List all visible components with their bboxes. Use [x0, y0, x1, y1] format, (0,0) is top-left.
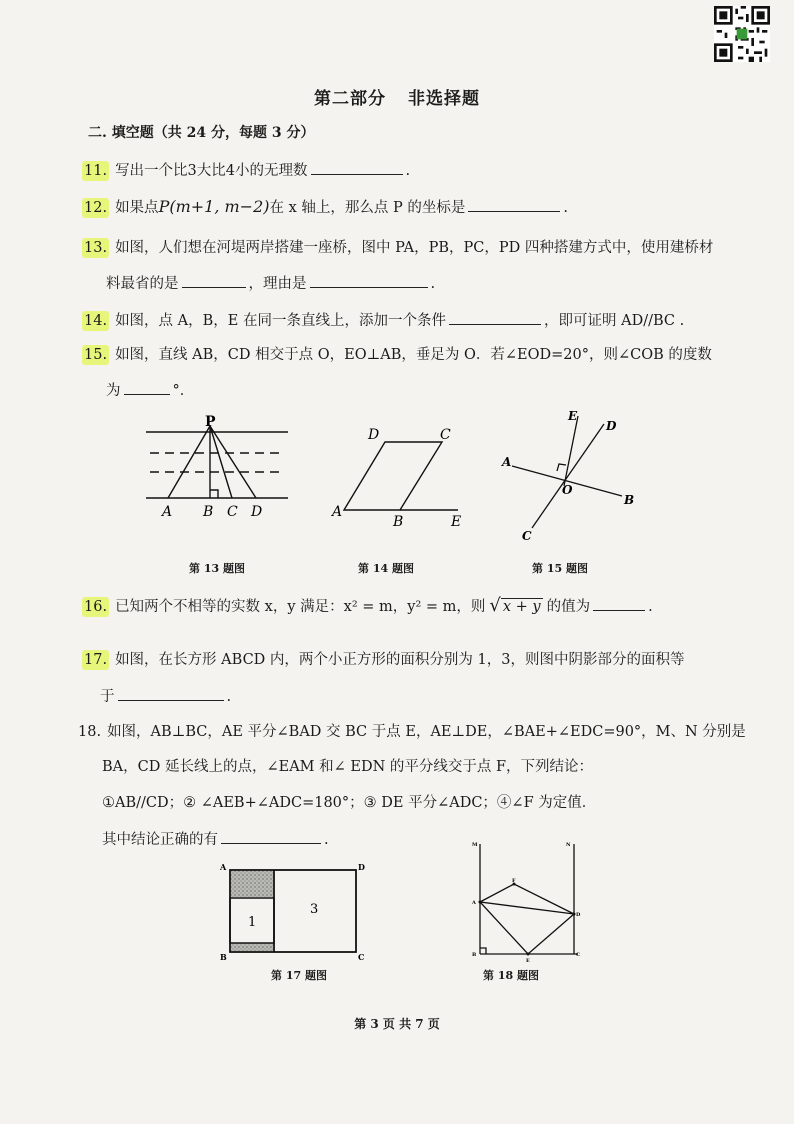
svg-text:N: N — [566, 842, 571, 848]
question-text: 如图，点 A，B，E 在同一条直线上，添加一个条件 — [115, 313, 446, 329]
figure-14-caption: 第 14 题图 — [358, 562, 414, 575]
label-A: A — [332, 504, 343, 520]
figure-17-caption: 第 17 题图 — [271, 969, 327, 982]
question-14 — [82, 310, 684, 331]
figure-18 — [462, 838, 587, 963]
question-tail: . — [563, 200, 568, 216]
question-text: 如图，AB⊥BC，AE 平分∠BAD 交 BC 于点 E，AE⊥DE，∠BAE+∠EDC=90°，M、N 分别是 — [107, 724, 746, 740]
figure-14 — [330, 420, 470, 530]
svg-text:M: M — [472, 842, 478, 848]
svg-text:D: D — [576, 912, 581, 918]
question-tail: . — [226, 689, 232, 705]
segment-PD — [210, 426, 256, 498]
label-E: E — [451, 514, 462, 530]
section-title — [0, 84, 794, 109]
question-18-line-2: BA，CD 延长线上的点，∠EAM 和∠ EDN 的平分线交于点 F，下列结论： — [102, 759, 594, 775]
svg-text:E: E — [526, 958, 530, 963]
shaded-region — [231, 871, 273, 897]
label-A: A — [502, 455, 512, 469]
page-footer: 第 3 页 共 7 页 — [354, 1017, 440, 1031]
question-text: 如果点 — [115, 200, 159, 216]
question-text: 的值为 — [546, 599, 591, 615]
label-C: C — [522, 529, 532, 543]
question-tail: . — [430, 276, 436, 292]
question-17-line-2 — [100, 686, 231, 707]
label-D: D — [368, 427, 380, 443]
question-text: 料最省的是 — [106, 276, 179, 292]
question-18 — [78, 722, 746, 742]
point-expression: P(m+1, m−2) — [158, 197, 270, 216]
question-13 — [82, 238, 713, 258]
answer-blank[interactable] — [221, 829, 321, 844]
label-A: A — [162, 504, 173, 520]
sqrt-radicand: x + y — [502, 599, 541, 615]
answer-blank[interactable] — [310, 273, 428, 288]
label-C: C — [358, 952, 365, 962]
question-text: 已知两个不相等的实数 x，y 满足：x² = m，y² = m，则 — [115, 599, 486, 615]
question-text: 在 x 轴上，那么点 P 的坐标是 — [269, 200, 466, 216]
answer-blank[interactable] — [118, 686, 224, 701]
answer-blank[interactable] — [124, 380, 170, 395]
section-part: 第二部分 — [314, 89, 386, 109]
question-text: 其中结论正确的有 — [102, 832, 218, 848]
square-3-label: 3 — [310, 902, 319, 917]
question-number: 12. — [84, 200, 108, 216]
svg-text:A: A — [472, 900, 476, 906]
question-15-line-2 — [106, 380, 194, 401]
figure-15 — [500, 408, 640, 543]
question-15 — [82, 345, 712, 365]
question-text: 写出一个比3大比4小的无理数 — [115, 163, 308, 179]
label-A: A — [220, 862, 227, 872]
square-1-label: 1 — [248, 915, 257, 930]
question-number: 14. — [84, 313, 108, 329]
label-B: B — [393, 514, 404, 530]
question-tail: . — [405, 163, 411, 179]
question-number: 18. — [78, 724, 102, 740]
figure-18-caption: 第 18 题图 — [483, 969, 539, 982]
label-B: B — [203, 504, 214, 520]
question-number: 13. — [84, 240, 108, 256]
label-E: E — [568, 409, 578, 423]
question-text: 于 — [100, 689, 115, 705]
question-11 — [82, 160, 410, 181]
question-18-line-3: ①AB//CD；② ∠AEB+∠ADC=180°；③ DE 平分∠ADC；④∠F 为定值． — [102, 795, 597, 811]
figure-13 — [140, 410, 295, 525]
svg-text:F: F — [512, 878, 516, 884]
svg-text:C: C — [576, 952, 580, 958]
label-B: B — [624, 493, 635, 507]
answer-blank[interactable] — [468, 197, 560, 212]
section-kind: 非选择题 — [408, 89, 480, 109]
sqrt-expression: √ x + y — [489, 595, 541, 616]
label-C: C — [227, 504, 238, 520]
question-text: ，理由是 — [248, 276, 307, 292]
question-12 — [82, 197, 568, 218]
answer-blank[interactable] — [311, 160, 403, 175]
question-number: 17. — [84, 652, 108, 668]
question-17 — [82, 650, 684, 670]
question-text: 如图，直线 AB，CD 相交于点 O，EO⊥AB，垂足为 O．若∠EOD=20°，则∠COB 的度数 — [115, 347, 712, 363]
shaded-region — [231, 943, 273, 951]
label-D: D — [251, 504, 263, 520]
segment-PA — [168, 426, 210, 498]
question-text: 为 — [106, 383, 121, 399]
qr-code-image — [714, 6, 770, 62]
answer-blank[interactable] — [449, 310, 541, 325]
label-O: O — [562, 483, 573, 497]
question-13-line-2 — [106, 273, 435, 294]
question-tail: . — [324, 832, 329, 848]
subheading: 二. 填空题（共 24 分，每题 3 分） — [88, 125, 315, 141]
label-D: D — [358, 862, 365, 872]
label-B: B — [220, 952, 227, 962]
answer-blank[interactable] — [593, 596, 645, 611]
question-tail: ，即可证明 AD//BC . — [544, 313, 685, 329]
figure-13-caption: 第 13 题图 — [189, 562, 245, 575]
question-18-line-4 — [102, 829, 329, 850]
label-D: D — [606, 419, 617, 433]
line-CD — [532, 424, 604, 528]
question-16 — [82, 596, 653, 617]
segment-PC — [210, 426, 232, 498]
question-tail: . — [648, 599, 653, 615]
question-number: 16. — [84, 599, 108, 615]
ray-OE — [564, 416, 578, 486]
question-text: 如图，人们想在河堤两岸搭建一座桥，图中 PA，PB，PC，PD 四种搭建方式中，使用建桥材 — [115, 240, 714, 256]
figure-15-caption: 第 15 题图 — [532, 562, 588, 575]
answer-blank[interactable] — [182, 273, 246, 288]
label-P: P — [205, 414, 216, 430]
label-C: C — [440, 427, 451, 443]
question-text: 如图，在长方形 ABCD 内，两个小正方形的面积分别为 1，3，则图中阴影部分的面积等 — [115, 652, 685, 668]
question-number: 15. — [84, 347, 108, 363]
question-number: 11. — [84, 163, 108, 179]
figure-17 — [218, 858, 368, 963]
svg-text:B: B — [472, 952, 477, 958]
question-tail: °． — [172, 383, 195, 399]
